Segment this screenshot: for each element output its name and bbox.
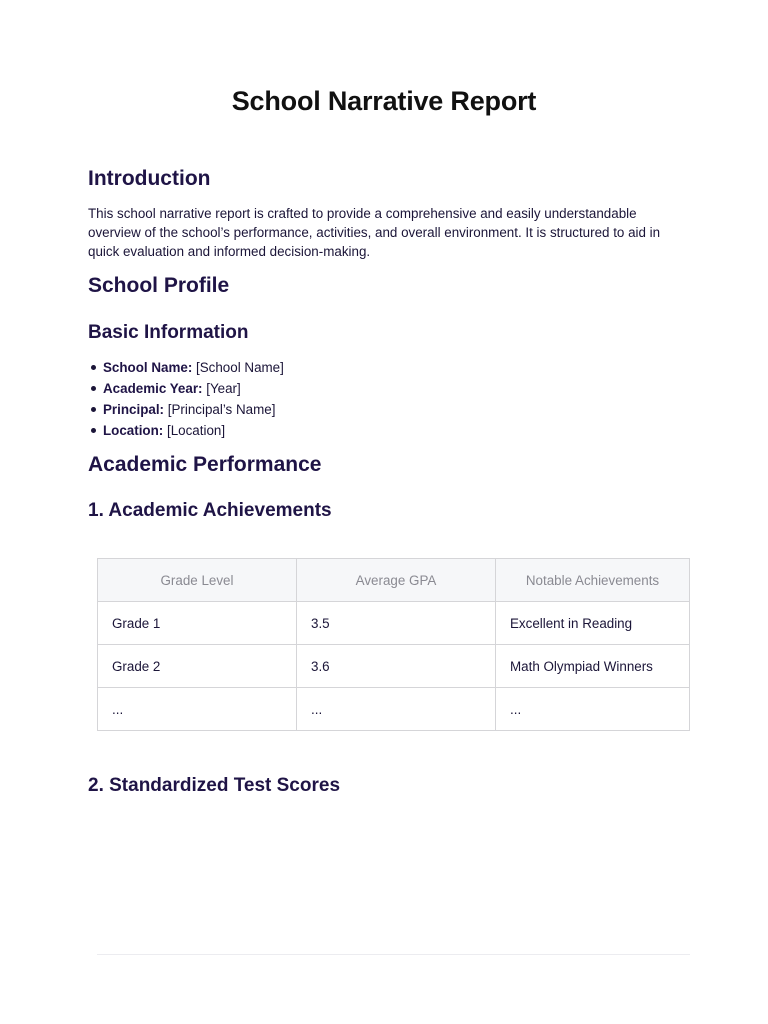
footer-divider xyxy=(97,954,690,955)
bullet-icon xyxy=(91,365,96,370)
academic-achievements-table xyxy=(97,558,690,731)
header-grade-level: Grade Level xyxy=(98,559,297,602)
standardized-test-scores-heading: 2. Standardized Test Scores xyxy=(88,775,341,796)
table-row xyxy=(98,645,690,688)
page-title: School Narrative Report xyxy=(231,86,537,116)
item-value: [School Name] xyxy=(192,360,284,375)
table-row xyxy=(98,688,690,731)
table-row xyxy=(98,602,690,645)
table-cell: 3.5 xyxy=(297,602,496,645)
bullet-icon xyxy=(91,407,96,412)
introduction-heading: Introduction xyxy=(88,167,211,190)
list-item xyxy=(88,420,284,441)
header-notable-achievements: Notable Achievements xyxy=(496,559,690,602)
table-cell: ... xyxy=(496,688,690,731)
school-profile-heading: School Profile xyxy=(88,274,230,297)
table-header-row xyxy=(98,559,690,602)
table-cell: Excellent in Reading xyxy=(496,602,690,645)
item-label: Academic Year: xyxy=(103,381,203,396)
basic-information-heading: Basic Information xyxy=(88,322,249,343)
bullet-icon xyxy=(91,428,96,433)
table-cell: Grade 1 xyxy=(98,602,297,645)
table-cell: Math Olympiad Winners xyxy=(496,645,690,688)
item-label: Principal: xyxy=(103,402,165,417)
item-value: [Year] xyxy=(202,381,241,396)
table-cell: Grade 2 xyxy=(98,645,297,688)
item-label: School Name: xyxy=(103,360,193,375)
academic-achievements-heading: 1. Academic Achievements xyxy=(88,500,332,521)
table-cell: ... xyxy=(98,688,297,731)
basic-information-list xyxy=(88,357,284,441)
item-value: [Principal’s Name] xyxy=(164,402,276,417)
table-cell: 3.6 xyxy=(297,645,496,688)
introduction-text: This school narrative report is crafted to provide a comprehensive and easily understandable overview of the school’s performance, activities, and overall environment. It is structured to aid in quick evaluation and informed decision-making. xyxy=(88,206,661,259)
item-value: [Location] xyxy=(163,423,226,438)
bullet-icon xyxy=(91,386,96,391)
table-cell: ... xyxy=(297,688,496,731)
list-item xyxy=(88,399,284,420)
list-item xyxy=(88,378,284,399)
item-label: Location: xyxy=(103,423,164,438)
academic-performance-heading: Academic Performance xyxy=(88,453,322,476)
list-item xyxy=(88,357,284,378)
header-average-gpa: Average GPA xyxy=(297,559,496,602)
